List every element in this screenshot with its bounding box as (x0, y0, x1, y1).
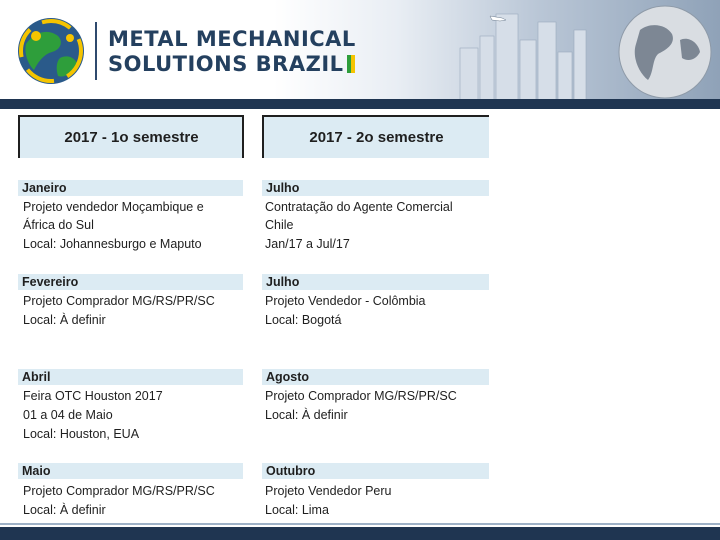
month-bar: Abril (18, 369, 243, 385)
brand-name (108, 27, 356, 77)
footer-bar (0, 527, 720, 540)
entry-line: Local: Bogotá (265, 313, 342, 327)
entry-line: Projeto Comprador MG/RS/PR/SC (23, 484, 215, 498)
entry-line: Local: À definir (23, 313, 106, 327)
brand-line-1: METAL MECHANICAL (108, 27, 356, 51)
city-skyline-icon (440, 0, 720, 100)
month-bar: Maio (18, 463, 243, 479)
entry-line: Projeto Comprador MG/RS/PR/SC (23, 294, 215, 308)
footer-accent-line (0, 523, 720, 525)
column-title: 2017 - 2o semestre (309, 129, 444, 146)
entry-line: África do Sul (23, 218, 94, 232)
entry-line: Projeto Comprador MG/RS/PR/SC (265, 389, 457, 403)
column-header-second-semester (262, 115, 489, 158)
entry-line: Projeto vendedor Moçambique e (23, 200, 204, 214)
entry-line: Chile (265, 218, 294, 232)
month-bar: Agosto (262, 369, 489, 385)
month-bar: Fevereiro (18, 274, 243, 290)
month-bar: Janeiro (18, 180, 243, 196)
entry-line: 01 a 04 de Maio (23, 408, 113, 422)
entry-line: Local: À definir (23, 503, 106, 517)
entry-line: Jan/17 a Jul/17 (265, 237, 350, 251)
banner-divider (0, 99, 720, 109)
entry-line: Local: À definir (265, 408, 348, 422)
brand-line-2 (108, 52, 356, 77)
column-header-first-semester (18, 115, 243, 158)
month-bar: Julho (262, 180, 489, 196)
entry-line: Local: Lima (265, 503, 329, 517)
entry-line: Contratação do Agente Comercial (265, 200, 453, 214)
brazil-flag-icon (347, 55, 355, 73)
globe-logo-icon (14, 14, 88, 88)
header-banner (0, 0, 720, 103)
month-bar: Julho (262, 274, 489, 290)
column-header-border (242, 115, 244, 158)
entry-line: Projeto Vendedor Peru (265, 484, 392, 498)
entry-line: Local: Houston, EUA (23, 427, 140, 441)
month-bar: Outubro (262, 463, 489, 479)
entry-line: Local: Johannesburgo e Maputo (23, 237, 202, 251)
entry-line: Feira OTC Houston 2017 (23, 389, 163, 403)
entry-line: Projeto Vendedor - Colômbia (265, 294, 426, 308)
brand-line-2-text: SOLUTIONS BRAZIL (108, 52, 344, 76)
column-title: 2017 - 1o semestre (64, 129, 199, 146)
logo-divider (95, 22, 97, 80)
